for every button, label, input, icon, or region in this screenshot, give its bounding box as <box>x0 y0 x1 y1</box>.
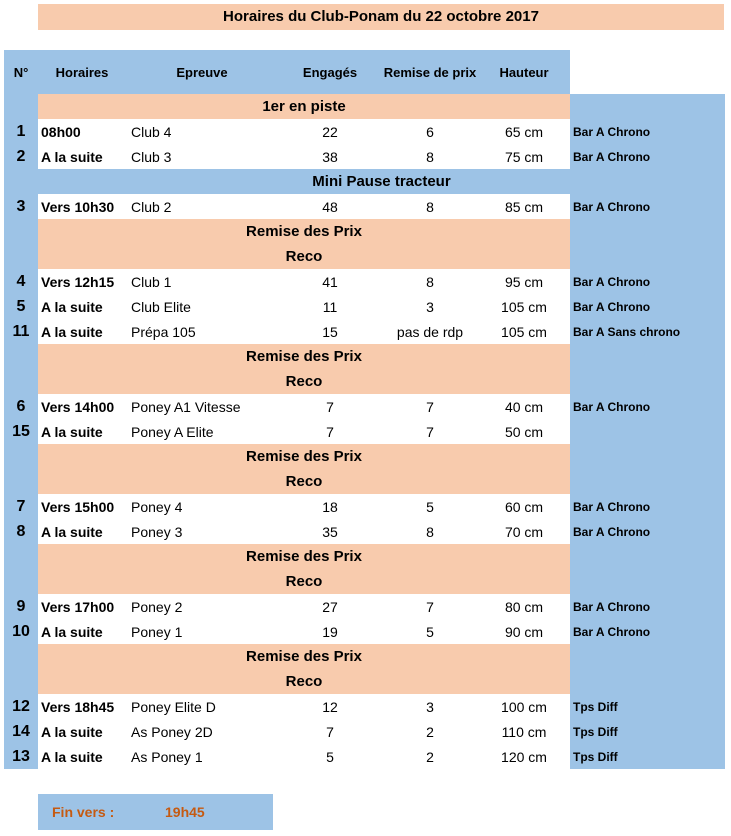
event-engages: 7 <box>278 394 382 419</box>
event-engages: 48 <box>278 194 382 219</box>
bareme-cell-empty <box>570 669 725 694</box>
event-bareme: Bar A Chrono <box>570 269 725 294</box>
event-bareme: Bar A Sans chrono <box>570 319 725 344</box>
header-engages: Engagés <box>278 50 382 94</box>
table-row <box>4 144 725 169</box>
event-remise: 8 <box>382 144 478 169</box>
event-time: A la suite <box>38 144 126 169</box>
table-row <box>4 119 725 144</box>
section-row <box>4 244 725 269</box>
event-number: 7 <box>4 494 38 519</box>
event-epreuve: Club Elite <box>126 294 278 319</box>
event-remise: 3 <box>382 294 478 319</box>
event-remise: 2 <box>382 719 478 744</box>
event-engages: 38 <box>278 144 382 169</box>
event-time: A la suite <box>38 294 126 319</box>
event-number: 9 <box>4 594 38 619</box>
event-remise: 8 <box>382 194 478 219</box>
event-time: Vers 18h45 <box>38 694 126 719</box>
event-bareme: Bar A Chrono <box>570 594 725 619</box>
number-cell-empty <box>4 544 38 569</box>
table-row <box>4 594 725 619</box>
header-horaires: Horaires <box>38 50 126 94</box>
event-epreuve: Club 1 <box>126 269 278 294</box>
section-label: Mini Pause tracteur <box>38 169 725 194</box>
event-epreuve: Club 3 <box>126 144 278 169</box>
event-hauteur: 60 cm <box>478 494 570 519</box>
event-engages: 7 <box>278 419 382 444</box>
event-bareme: Tps Diff <box>570 719 725 744</box>
event-number: 1 <box>4 119 38 144</box>
section-row <box>4 369 725 394</box>
event-hauteur: 105 cm <box>478 294 570 319</box>
section-label: Reco <box>38 469 570 494</box>
event-engages: 5 <box>278 744 382 769</box>
number-cell-empty <box>4 444 38 469</box>
event-time: A la suite <box>38 719 126 744</box>
section-row <box>4 219 725 244</box>
event-remise: 3 <box>382 694 478 719</box>
table-row <box>4 619 725 644</box>
section-label: Reco <box>38 244 570 269</box>
event-remise: 5 <box>382 619 478 644</box>
event-remise: 2 <box>382 744 478 769</box>
event-remise: 5 <box>382 494 478 519</box>
end-time-box <box>38 794 273 830</box>
event-hauteur: 70 cm <box>478 519 570 544</box>
event-hauteur: 105 cm <box>478 319 570 344</box>
event-number: 11 <box>4 319 38 344</box>
bareme-cell-empty <box>570 369 725 394</box>
event-remise: 8 <box>382 269 478 294</box>
bareme-cell-empty <box>570 444 725 469</box>
event-engages: 27 <box>278 594 382 619</box>
event-time: A la suite <box>38 744 126 769</box>
event-hauteur: 110 cm <box>478 719 570 744</box>
event-remise: 7 <box>382 419 478 444</box>
event-engages: 12 <box>278 694 382 719</box>
event-engages: 41 <box>278 269 382 294</box>
header-empty <box>570 50 725 94</box>
number-cell-empty <box>4 469 38 494</box>
event-epreuve: Prépa 105 <box>126 319 278 344</box>
event-epreuve: As Poney 2D <box>126 719 278 744</box>
section-label: Remise des Prix <box>38 444 570 469</box>
event-hauteur: 95 cm <box>478 269 570 294</box>
event-engages: 35 <box>278 519 382 544</box>
number-cell-empty <box>4 344 38 369</box>
event-remise: 7 <box>382 394 478 419</box>
event-bareme: Bar A Chrono <box>570 619 725 644</box>
event-engages: 15 <box>278 319 382 344</box>
table-row <box>4 494 725 519</box>
event-epreuve: Poney Elite D <box>126 694 278 719</box>
event-remise: pas de rdp <box>382 319 478 344</box>
section-row <box>4 644 725 669</box>
number-cell-empty <box>4 219 38 244</box>
bareme-cell-empty <box>570 94 725 119</box>
event-time: Vers 12h15 <box>38 269 126 294</box>
event-bareme: Bar A Chrono <box>570 519 725 544</box>
event-engages: 19 <box>278 619 382 644</box>
event-bareme: Bar A Chrono <box>570 194 725 219</box>
table-row <box>4 294 725 319</box>
table-row <box>4 519 725 544</box>
section-row <box>4 569 725 594</box>
bareme-cell-empty <box>570 469 725 494</box>
header-epreuve: Epreuve <box>126 50 278 94</box>
event-bareme: Bar A Chrono <box>570 144 725 169</box>
bareme-cell-empty <box>570 344 725 369</box>
section-row <box>4 344 725 369</box>
header-remise: Remise de prix <box>382 50 478 94</box>
number-cell-empty <box>4 369 38 394</box>
section-label: Reco <box>38 669 570 694</box>
event-bareme <box>570 419 725 444</box>
event-time: Vers 15h00 <box>38 494 126 519</box>
number-cell-empty <box>4 569 38 594</box>
section-label: Reco <box>38 569 570 594</box>
number-cell-empty <box>4 244 38 269</box>
end-time-label: Fin vers : <box>52 804 115 820</box>
section-label: Reco <box>38 369 570 394</box>
event-remise: 7 <box>382 594 478 619</box>
section-row <box>4 669 725 694</box>
bareme-cell-empty <box>570 544 725 569</box>
table-row <box>4 269 725 294</box>
header-number: N° <box>4 50 38 94</box>
event-hauteur: 65 cm <box>478 119 570 144</box>
section-label: Remise des Prix <box>38 344 570 369</box>
event-number: 3 <box>4 194 38 219</box>
event-time: A la suite <box>38 519 126 544</box>
event-number: 2 <box>4 144 38 169</box>
event-hauteur: 90 cm <box>478 619 570 644</box>
end-time-value: 19h45 <box>165 804 205 820</box>
event-epreuve: Club 2 <box>126 194 278 219</box>
event-epreuve: Poney 3 <box>126 519 278 544</box>
event-engages: 22 <box>278 119 382 144</box>
event-epreuve: Club 4 <box>126 119 278 144</box>
event-number: 12 <box>4 694 38 719</box>
event-bareme: Bar A Chrono <box>570 119 725 144</box>
event-epreuve: Poney 1 <box>126 619 278 644</box>
section-row <box>4 469 725 494</box>
event-number: 8 <box>4 519 38 544</box>
event-hauteur: 75 cm <box>478 144 570 169</box>
event-epreuve: Poney 2 <box>126 594 278 619</box>
event-number: 13 <box>4 744 38 769</box>
event-epreuve: Poney 4 <box>126 494 278 519</box>
section-row <box>4 544 725 569</box>
table-row <box>4 319 725 344</box>
event-time: Vers 14h00 <box>38 394 126 419</box>
event-engages: 18 <box>278 494 382 519</box>
event-number: 14 <box>4 719 38 744</box>
event-hauteur: 120 cm <box>478 744 570 769</box>
event-number: 4 <box>4 269 38 294</box>
event-epreuve: As Poney 1 <box>126 744 278 769</box>
table-row <box>4 694 725 719</box>
table-row <box>4 419 725 444</box>
section-label: 1er en piste <box>38 94 570 119</box>
event-epreuve: Poney A1 Vitesse <box>126 394 278 419</box>
event-epreuve: Poney A Elite <box>126 419 278 444</box>
event-time: 08h00 <box>38 119 126 144</box>
event-hauteur: 80 cm <box>478 594 570 619</box>
event-time: Vers 10h30 <box>38 194 126 219</box>
table-row <box>4 194 725 219</box>
event-time: Vers 17h00 <box>38 594 126 619</box>
table-row <box>4 719 725 744</box>
section-label: Remise des Prix <box>38 544 570 569</box>
event-remise: 6 <box>382 119 478 144</box>
event-number: 5 <box>4 294 38 319</box>
event-bareme: Tps Diff <box>570 694 725 719</box>
event-number: 15 <box>4 419 38 444</box>
bareme-cell-empty <box>570 569 725 594</box>
event-hauteur: 85 cm <box>478 194 570 219</box>
bareme-cell-empty <box>570 244 725 269</box>
event-bareme: Bar A Chrono <box>570 294 725 319</box>
section-row <box>4 169 725 194</box>
table-row <box>4 744 725 769</box>
event-bareme: Tps Diff <box>570 744 725 769</box>
schedule-table <box>4 50 725 769</box>
event-remise: 8 <box>382 519 478 544</box>
event-time: A la suite <box>38 419 126 444</box>
event-hauteur: 100 cm <box>478 694 570 719</box>
event-time: A la suite <box>38 319 126 344</box>
event-hauteur: 50 cm <box>478 419 570 444</box>
event-engages: 11 <box>278 294 382 319</box>
event-hauteur: 40 cm <box>478 394 570 419</box>
section-row <box>4 94 725 119</box>
header-hauteur: Hauteur <box>478 50 570 94</box>
section-row <box>4 444 725 469</box>
section-label: Remise des Prix <box>38 644 570 669</box>
section-label: Remise des Prix <box>38 219 570 244</box>
event-engages: 7 <box>278 719 382 744</box>
bareme-cell-empty <box>570 219 725 244</box>
event-number: 10 <box>4 619 38 644</box>
table-row <box>4 394 725 419</box>
event-time: A la suite <box>38 619 126 644</box>
bareme-cell-empty <box>570 644 725 669</box>
page-title: Horaires du Club-Ponam du 22 octobre 2017 <box>38 4 724 30</box>
number-cell-empty <box>4 669 38 694</box>
number-cell-empty <box>4 644 38 669</box>
number-cell-empty <box>4 169 38 194</box>
number-cell-empty <box>4 94 38 119</box>
header-row <box>4 50 725 94</box>
event-bareme: Bar A Chrono <box>570 494 725 519</box>
event-bareme: Bar A Chrono <box>570 394 725 419</box>
event-number: 6 <box>4 394 38 419</box>
